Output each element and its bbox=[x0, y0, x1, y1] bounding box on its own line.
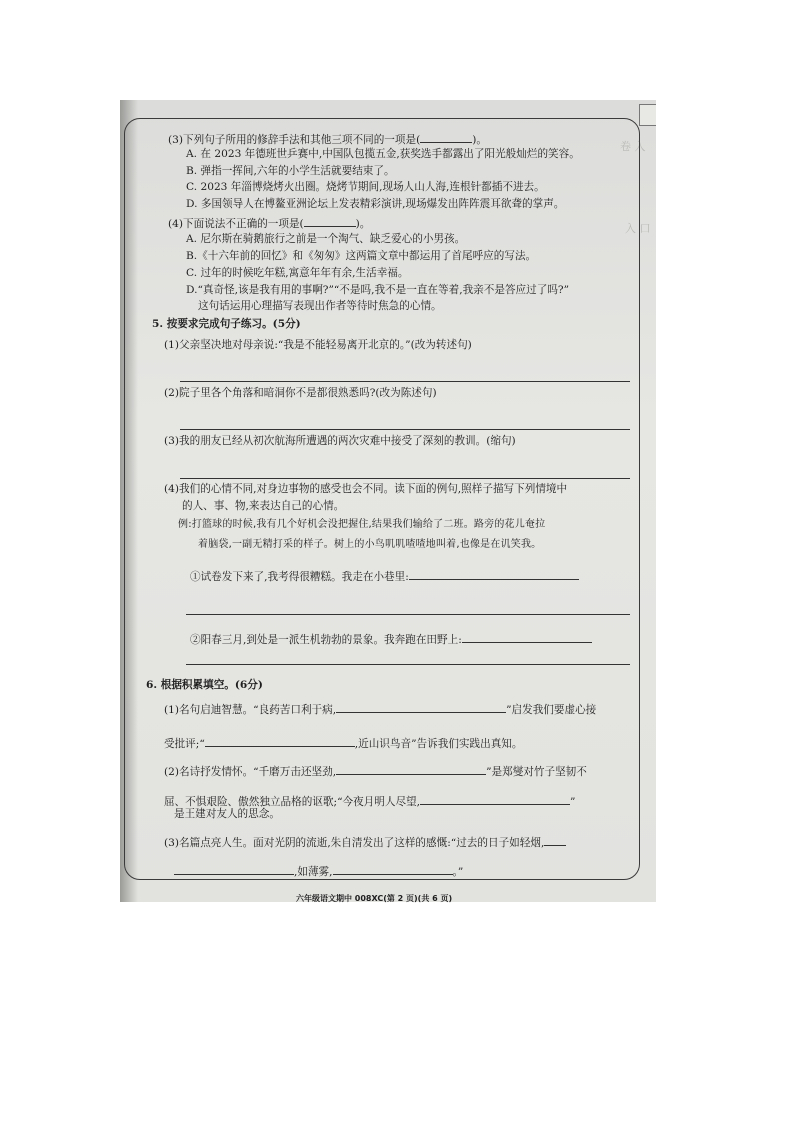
page-footer: 六年级语文期中 008XC(第 2 页)(共 6 页) bbox=[296, 894, 453, 903]
answer-blank[interactable] bbox=[544, 835, 566, 846]
answer-blank[interactable] bbox=[304, 216, 356, 227]
answer-blank[interactable] bbox=[420, 132, 472, 143]
s6-line-2: 受批评;“ ,近山识鸟音”告诉我们实践出真知。 bbox=[164, 738, 523, 750]
q4-option-c: C. 过年的时候吃年糕,寓意年年有余,生活幸福。 bbox=[186, 267, 409, 279]
q4-option-b: B.《十六年前的回忆》和《匆匆》这两篇文章中都运用了首尾呼应的写法。 bbox=[186, 250, 537, 262]
q4-option-d-cont: 这句话运用心理描写表现出作者等待时焦急的心情。 bbox=[198, 300, 442, 312]
q3-option-b: B. 弹指一挥间,六年的小学生活就要结束了。 bbox=[186, 165, 395, 177]
q3-stem: (3)下列句子所用的修辞手法和其他三项不同的一项是( )。 bbox=[168, 134, 487, 146]
answer-blank[interactable] bbox=[462, 632, 592, 643]
answer-blank[interactable] bbox=[420, 794, 570, 805]
s6-line-7: ,如薄雾, 。” bbox=[174, 864, 463, 878]
s6-line-3: (2)名诗抒发情怀。“千磨万击还坚劲, ”是郑燮对竹子坚韧不 bbox=[164, 766, 587, 778]
answer-blank[interactable] bbox=[205, 736, 355, 747]
answer-blank[interactable] bbox=[409, 569, 579, 580]
example-sentence-cont: 着脑袋,一副无精打采的样子。树上的小鸟叽叽喳喳地叫着,也像是在讥笑我。 bbox=[198, 539, 542, 550]
q3-option-a: A. 在 2023 年德班世乒赛中,中国队包揽五金,获奖选手都露出了阳光般灿烂的笑容。 bbox=[186, 148, 580, 160]
s6-line-6: (3)名篇点亮人生。面对光阴的流逝,朱自清发出了这样的感慨:“过去的日子如轻烟, bbox=[164, 835, 566, 849]
section-5-title: 5. 按要求完成句子练习。(5分) bbox=[152, 318, 301, 330]
answer-line[interactable] bbox=[186, 664, 630, 665]
page-tab-edge bbox=[639, 104, 656, 126]
q3-option-d: D. 多国领导人在博鳌亚洲论坛上发表精彩演讲,现场爆发出阵阵震耳欲聋的掌声。 bbox=[186, 198, 565, 210]
scenario-1: ①试卷发下来了,我考得很糟糕。我走在小巷里: bbox=[190, 569, 579, 583]
s6-line-1: (1)名句启迪智慧。“良药苦口利于病, ”启发我们要虚心接 bbox=[164, 704, 597, 716]
answer-line[interactable] bbox=[186, 614, 630, 615]
answer-blank[interactable] bbox=[333, 864, 453, 875]
section-6-title: 6. 根据积累填空。(6分) bbox=[146, 679, 263, 691]
bleed-through-text: 入 口 bbox=[625, 222, 651, 235]
q4-stem: (4)下面说法不正确的一项是( )。 bbox=[168, 218, 371, 230]
s5-item-4: (4)我们的心情不同,对身边事物的感受也会不同。读下面的例句,照样子描写下列情境中 bbox=[164, 483, 568, 495]
answer-line[interactable] bbox=[180, 381, 630, 382]
answer-blank[interactable] bbox=[336, 702, 506, 713]
answer-line[interactable] bbox=[180, 478, 630, 479]
scenario-2: ②阳春三月,到处是一派生机勃勃的景象。我奔跑在田野上: bbox=[190, 632, 592, 646]
s5-item-2: (2)院子里各个角落和暗洞你不是都很熟悉吗?(改为陈述句) bbox=[164, 387, 437, 399]
s5-item-4-cont: 的人、事、物,来表达自己的心情。 bbox=[182, 500, 345, 512]
bleed-through-text: 卷 入 bbox=[620, 140, 646, 153]
q3-option-c: C. 2023 年淄博烧烤火出圈。烧烤节期间,现场人山人海,连根针都插不进去。 bbox=[186, 181, 545, 193]
example-sentence: 例:打篮球的时候,我有几个好机会没把握住,结果我们输给了二班。路旁的花儿奄拉 bbox=[178, 519, 546, 530]
q4-option-a: A. 尼尔斯在骑鹅旅行之前是一个淘气、缺乏爱心的小男孩。 bbox=[186, 233, 466, 245]
s6-line-5: 是王建对友人的思念。 bbox=[174, 808, 280, 820]
answer-blank[interactable] bbox=[174, 864, 294, 875]
answer-line[interactable] bbox=[180, 429, 630, 430]
s5-item-3: (3)我的朋友已经从初次航海所遭遇的两次灾难中接受了深刻的教训。(缩句) bbox=[164, 435, 516, 447]
q4-option-d: D.“真奇怪,该是我有用的事啊?”“不是吗,我不是一直在等着,我亲不是答应过了吗?” bbox=[186, 284, 570, 296]
s5-item-1: (1)父亲坚决地对母亲说:“我是不能轻易离开北京的。”(改为转述句) bbox=[164, 339, 472, 351]
s6-line-4: 屈、不惧艰险、傲然独立品格的讴歌;“今夜月明人尽望, ” bbox=[164, 796, 576, 808]
answer-blank[interactable] bbox=[336, 764, 486, 775]
